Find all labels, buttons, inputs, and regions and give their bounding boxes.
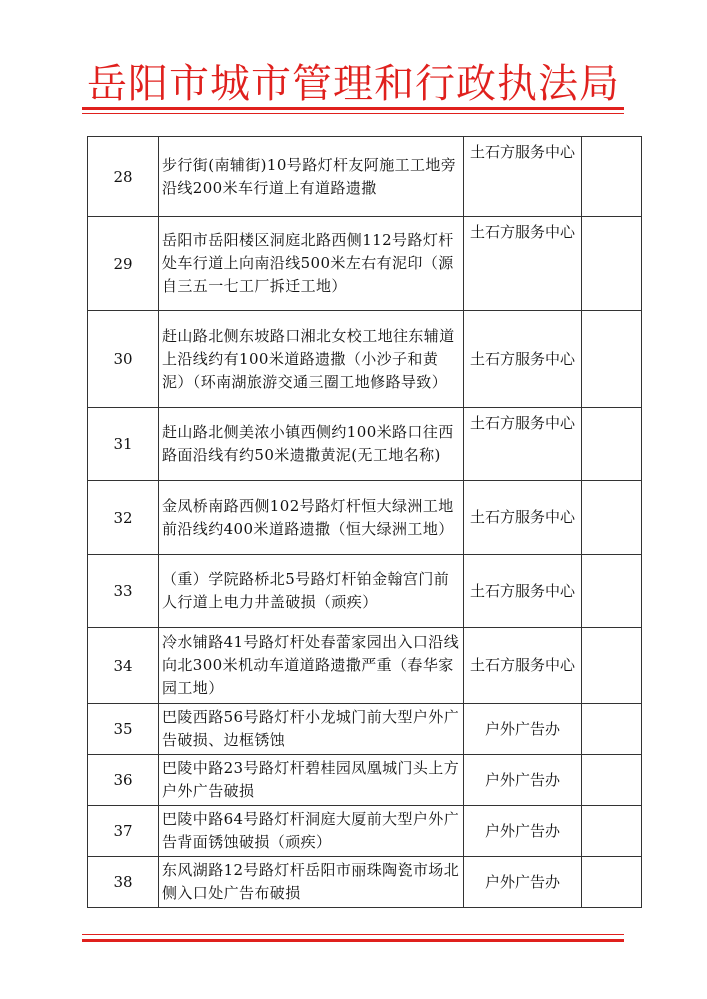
row-department: 土石方服务中心 — [464, 408, 582, 481]
row-number: 30 — [88, 311, 159, 408]
row-remark — [582, 628, 642, 704]
row-description: （重）学院路桥北5号路灯杆铂金翰宫门前人行道上电力井盖破损（顽疾） — [159, 555, 464, 628]
row-department: 土石方服务中心 — [464, 628, 582, 704]
table-row — [88, 806, 642, 857]
row-number: 32 — [88, 481, 159, 555]
row-number: 38 — [88, 857, 159, 908]
issue-table — [87, 136, 642, 908]
row-department: 户外广告办 — [464, 806, 582, 857]
table-row — [88, 217, 642, 311]
row-description: 金凤桥南路西侧102号路灯杆恒大绿洲工地前沿线约400米道路遗撒（恒大绿洲工地） — [159, 481, 464, 555]
page-title: 岳阳市城市管理和行政执法局 — [87, 61, 620, 107]
row-department: 土石方服务中心 — [464, 481, 582, 555]
table-row — [88, 311, 642, 408]
row-description: 岳阳市岳阳楼区洞庭北路西侧112号路灯杆处车行道上向南沿线500米左右有泥印（源自三五一七工厂拆迁工地） — [159, 217, 464, 311]
row-number: 36 — [88, 755, 159, 806]
row-department: 土石方服务中心 — [464, 137, 582, 217]
row-department: 土石方服务中心 — [464, 555, 582, 628]
row-department: 土石方服务中心 — [464, 217, 582, 311]
row-number: 34 — [88, 628, 159, 704]
table-row — [88, 704, 642, 755]
row-description: 巴陵西路56号路灯杆小龙城门前大型户外广告破损、边框锈蚀 — [159, 704, 464, 755]
table-row — [88, 481, 642, 555]
row-number: 31 — [88, 408, 159, 481]
row-department: 户外广告办 — [464, 857, 582, 908]
table-row — [88, 555, 642, 628]
row-number: 28 — [88, 137, 159, 217]
row-remark — [582, 481, 642, 555]
table-row — [88, 628, 642, 704]
row-remark — [582, 408, 642, 481]
row-description: 东风湖路12号路灯杆岳阳市丽珠陶瓷市场北侧入口处广告布破损 — [159, 857, 464, 908]
row-remark — [582, 704, 642, 755]
row-description: 赶山路北侧美浓小镇西侧约100米路口往西路面沿线有约50米遗撒黄泥(无工地名称) — [159, 408, 464, 481]
row-department: 土石方服务中心 — [464, 311, 582, 408]
footer-rule-thin — [82, 934, 624, 935]
row-number: 33 — [88, 555, 159, 628]
row-remark — [582, 555, 642, 628]
row-number: 35 — [88, 704, 159, 755]
row-description: 冷水铺路41号路灯杆处春蕾家园出入口沿线向北300米机动车道道路遗撒严重（春华家园工地） — [159, 628, 464, 704]
row-number: 29 — [88, 217, 159, 311]
header-rule-thick — [82, 107, 624, 110]
row-remark — [582, 217, 642, 311]
row-description: 巴陵中路64号路灯杆洞庭大厦前大型户外广告背面锈蚀破损（顽疾） — [159, 806, 464, 857]
row-department: 户外广告办 — [464, 704, 582, 755]
row-remark — [582, 137, 642, 217]
row-number: 37 — [88, 806, 159, 857]
row-remark — [582, 755, 642, 806]
table-row — [88, 408, 642, 481]
row-department: 户外广告办 — [464, 755, 582, 806]
row-remark — [582, 806, 642, 857]
header-rule-thin — [82, 113, 624, 114]
row-description: 赶山路北侧东坡路口湘北女校工地往东辅道上沿线约有100米道路遗撒（小沙子和黄泥）（环南湖旅游交通三圈工地修路导致） — [159, 311, 464, 408]
row-remark — [582, 857, 642, 908]
row-description: 步行街(南辅街)10号路灯杆友阿施工工地旁沿线200米车行道上有道路遗撒 — [159, 137, 464, 217]
footer-rule-thick — [82, 939, 624, 942]
table-row — [88, 137, 642, 217]
table-row — [88, 857, 642, 908]
table-row — [88, 755, 642, 806]
row-remark — [582, 311, 642, 408]
row-description: 巴陵中路23号路灯杆碧桂园凤凰城门头上方户外广告破损 — [159, 755, 464, 806]
